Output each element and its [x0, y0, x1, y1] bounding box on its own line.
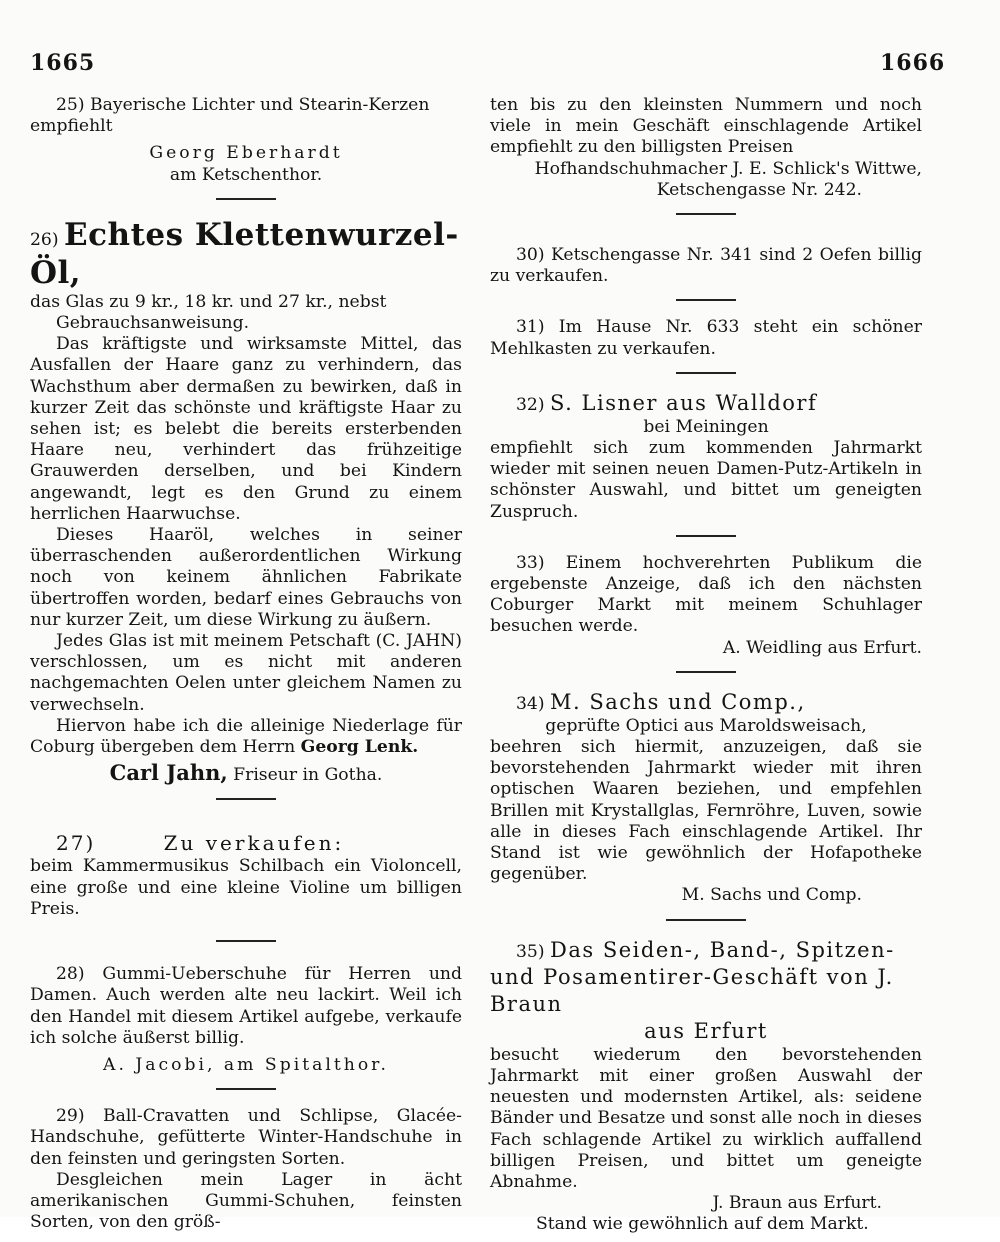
ad34-heading: M. Sachs und Comp.,: [550, 689, 806, 714]
ad26-signature-role: Friseur in Gotha.: [233, 765, 383, 786]
ad26-price-cont: Gebrauchsanweisung.: [56, 313, 250, 334]
divider: [216, 198, 276, 200]
ad-29-continued: [490, 95, 922, 215]
ad33-signature: A. Weidling aus Erfurt.: [722, 637, 922, 658]
ad26-agent-name: Georg Lenk.: [300, 737, 419, 758]
ad-31: [490, 317, 922, 373]
ad35-heading-1: Das Seiden-, Band-, Spitzen-: [550, 937, 895, 962]
ad35-text: besucht wiederum den bevorstehenden Jahrmarkt mit einer großen Auswahl der neuesten und modernsten Artikel, als: seidene Bänder und Besatze und sonst alle noch in dieses Fach schlagende Artikel zu wirklich auffallend billigen Preisen, und bittet um geneigte Abnahme.: [490, 1044, 922, 1192]
ad-25: [30, 95, 462, 200]
ad35-heading-2: und Posamentirer-Geschäft von J. Braun: [490, 964, 894, 1016]
ad-35: [490, 937, 922, 1236]
ad27-heading: Zu verkaufen:: [163, 831, 345, 856]
ad35-number: 35): [516, 941, 545, 962]
page-number-left: 1665: [30, 50, 96, 76]
divider: [666, 919, 746, 921]
page-number-right: 1666: [880, 50, 946, 76]
ad27-number: 27): [56, 831, 96, 856]
ad32-text: empfiehlt sich zum kommenden Jahrmarkt wieder mit seinen neuen Damen-Putz-Artikeln in schönster Auswahl, und bittet um geneigten Zuspruch.: [490, 438, 922, 522]
ad26-price: das Glas zu 9 kr., 18 kr. und 27 kr., nebst: [30, 291, 387, 312]
ad26-paragraph-3: Jedes Glas ist mit meinem Petschaft (C. JAHN) verschlossen, um es nicht mit anderen nachgemachten Oelen unter gleichem Namen zu verwechseln.: [30, 631, 462, 715]
ad32-subheading: bei Meiningen: [643, 416, 769, 437]
divider: [216, 1088, 276, 1090]
left-column: [30, 95, 462, 1239]
divider: [216, 798, 276, 800]
ad34-subheading: geprüfte Optici aus Maroldsweisach,: [545, 715, 867, 736]
ad26-paragraph-1: Das kräftigste und wirksamste Mittel, das Ausfallen der Haare ganz zu verhindern, das Wachsthum aber dermaßen zu bewirken, daß in kurzer Zeit das schönste und kräftigste Haar zu sehen ist; es belebt die bereits ersterbenden Haare neu, verhindert das frühzeitige Grauwerden derselben, und bei Kindern angewandt, legt es den Grund zu einem herrlichen Haarwuchse.: [30, 334, 462, 524]
ad-28: [30, 964, 462, 1090]
ad33-text: 33) Einem hochverehrten Publikum die ergebenste Anzeige, daß ich den nächsten Coburger Markt mit meinem Schuhlager besuchen werde.: [490, 552, 922, 637]
ad26-paragraph-4: Hiervon habe ich die alleinige Niederlage für Coburg übergeben dem Herrn Georg Lenk.: [30, 715, 462, 758]
ad-29: [30, 1106, 462, 1233]
ad-32: [490, 390, 922, 537]
ad26-number: 26): [30, 229, 59, 250]
ad29-text-1: 29) Ball-Cravatten und Schlipse, Glacée-Handschuhe, gefütterte Winter-Handschuhe in den feinsten und geringsten Sorten.: [30, 1106, 462, 1169]
ad29-signature-2: Ketschengasse Nr. 242.: [656, 179, 862, 200]
divider: [676, 299, 736, 301]
ad30-text: 30) Ketschengasse Nr. 341 sind 2 Oefen billig zu verkaufen.: [490, 245, 922, 287]
ad35-signature: J. Braun aus Erfurt.: [712, 1193, 882, 1214]
ad28-text: 28) Gummi-Ueberschuhe für Herren und Damen. Auch werden alte neu lackirt. Weil ich den Handel mit diesem Artikel aufgebe, verkaufe ich solche äußerst billig.: [30, 964, 462, 1048]
ad25-signature-place: am Ketschenthor.: [169, 164, 323, 185]
ad34-signature: M. Sachs und Comp.: [681, 885, 862, 906]
ad31-text: 31) Im Hause Nr. 633 steht ein schöner Mehlkasten zu verkaufen.: [490, 317, 922, 359]
ad-26: [30, 216, 462, 801]
divider: [216, 940, 276, 942]
ad32-heading: S. Lisner aus Walldorf: [550, 390, 818, 415]
ad26-title: Echtes Klettenwurzel-Öl,: [30, 216, 459, 291]
ad26-paragraph-2: Dieses Haaröl, welches in seiner überraschenden außerordentlichen Wirkung noch von keinem ähnlichen Fabrikate übertroffen worden, bedarf eines Gebrauchs von nur kurzer Zeit, um diese Wirkung zu äußern.: [30, 525, 462, 630]
divider: [676, 535, 736, 537]
ad25-line1: 25) Bayerische Lichter und Stearin-Kerzen: [56, 95, 430, 115]
ad35-heading-3: aus Erfurt: [644, 1018, 768, 1043]
divider: [676, 671, 736, 673]
ad27-text: beim Kammermusikus Schilbach ein Violoncell, eine große und eine kleine Violine um billigen Preis.: [30, 856, 462, 919]
ad34-number: 34): [516, 693, 545, 714]
ad-34: [490, 689, 922, 921]
ad-33: [490, 553, 922, 673]
divider: [676, 213, 736, 215]
ad34-text: beehren sich hiermit, anzuzeigen, daß sie bevorstehenden Jahrmarkt wieder mit ihren optischen Waaren beziehen, und empfehlen Brillen mit Krystallglas, Fernröhre, Luven, sowie alle in dieses Fach einschlagende Artikel. Ihr Stand ist wie gewöhnlich der Hofapotheke gegenüber.: [490, 737, 922, 885]
ad29-signature-1: Hofhandschuhmacher J. E. Schlick's Wittwe,: [534, 158, 922, 179]
ad28-signature: A. Jacobi, am Spitalthor.: [103, 1054, 389, 1075]
ad25-line2: empfiehlt: [30, 116, 113, 137]
ad-27: [30, 830, 462, 942]
ad29-text-2: Desgleichen mein Lager in ächt amerikanischen Gummi-Schuhen, feinsten Sorten, von den größ-: [30, 1169, 462, 1233]
ad29-cont-text: ten bis zu den kleinsten Nummern und noch viele in mein Geschäft einschlagende Artikel empfiehlt zu den billigsten Preisen: [490, 95, 922, 158]
divider: [676, 372, 736, 374]
ad32-number: 32): [516, 394, 545, 415]
ad-30: [490, 245, 922, 301]
ad26-signature-name: Carl Jahn,: [109, 760, 228, 786]
ad35-tail: Stand wie gewöhnlich auf dem Markt.: [536, 1214, 869, 1235]
right-column: [490, 95, 922, 1242]
ad25-signature-name: Georg Eberhardt: [149, 143, 343, 164]
